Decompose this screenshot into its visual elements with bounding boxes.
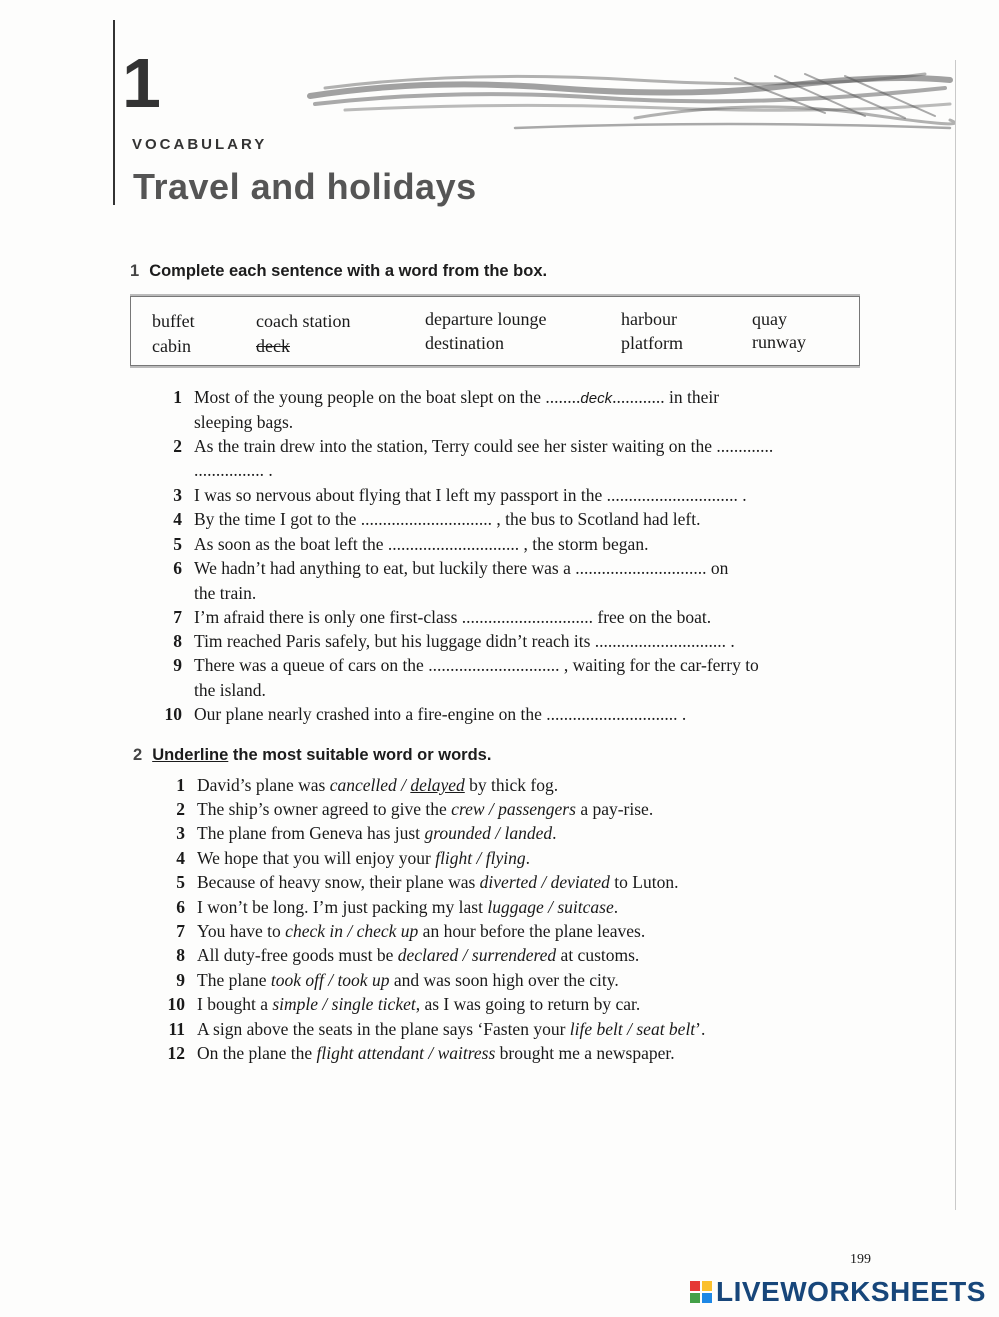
item-post: . <box>525 848 530 868</box>
item-text-after: ............ in their <box>612 387 720 407</box>
item-text[interactable]: We hadn’t had anything to eat, but luckily there was a .............................. on <box>194 558 729 578</box>
item-pre: David’s plane was <box>197 775 330 795</box>
item-text <box>197 1041 675 1065</box>
item-text[interactable]: By the time I got to the .............................. , the bus to Scotland had left. <box>194 509 701 529</box>
item-text[interactable]: There was a queue of cars on the .............................. , waiting for the car-ferry to <box>194 655 759 675</box>
item-text-cont: the island. <box>194 680 266 700</box>
item-post: to Luton. <box>609 872 679 892</box>
answer-field[interactable]: deck <box>580 390 613 407</box>
item-number: 1 <box>176 775 185 795</box>
item-pre: The ship’s owner agreed to give the <box>197 799 452 819</box>
item-number: 3 <box>176 823 185 843</box>
choice-selected[interactable]: delayed <box>410 775 465 795</box>
item-number: 4 <box>173 509 182 529</box>
item-text <box>194 385 719 411</box>
item-number: 9 <box>173 655 182 675</box>
choice-options[interactable]: grounded / landed <box>424 823 553 843</box>
exercise-2-instruction: the most suitable word or words. <box>228 746 492 764</box>
item-pre: A sign above the seats in the plane says ‘Fasten your <box>197 1019 570 1039</box>
box-word: harbour <box>621 309 677 329</box>
section-label: VOCABULARY <box>132 136 268 153</box>
word-box <box>130 296 860 366</box>
item-number: 7 <box>176 921 185 941</box>
exercise-1-heading <box>130 262 547 281</box>
exercise-2-number: 2 <box>133 746 143 764</box>
item-number: 1 <box>173 387 182 407</box>
exercise-1-number: 1 <box>130 262 140 280</box>
item-pre: On the plane the <box>197 1043 317 1063</box>
choice-options[interactable]: life belt / seat belt <box>569 1019 696 1039</box>
item-number: 3 <box>173 485 182 505</box>
item-text[interactable]: Tim reached Paris safely, but his luggage didn’t reach its .............................. . <box>194 631 735 651</box>
item-post: . <box>552 823 557 843</box>
item-pre: The plane from Geneva has just <box>197 823 425 843</box>
page-edge-rule <box>955 60 956 1210</box>
item-post: brought me a newspaper. <box>495 1043 675 1063</box>
item-text[interactable]: As the train drew into the station, Terry could see her sister waiting on the ............. <box>194 436 774 456</box>
item-text <box>197 1017 705 1041</box>
box-word: destination <box>425 333 504 353</box>
item-number: 10 <box>164 704 182 724</box>
item-number: 7 <box>173 607 182 627</box>
page-title: Travel and holidays <box>133 166 477 207</box>
item-number: 12 <box>167 1043 185 1063</box>
brushstroke-banner <box>305 58 955 138</box>
box-word-crossed: deck <box>256 336 290 356</box>
page-number: 199 <box>850 1252 871 1267</box>
item-pre: We hope that you will enjoy your <box>197 848 436 868</box>
exercise-2-instruction-underlined: Underline <box>152 746 229 764</box>
item-text <box>197 968 619 992</box>
box-word: buffet <box>152 311 195 331</box>
item-post: ’. <box>695 1019 706 1039</box>
item-text-cont[interactable]: ................ . <box>194 460 273 480</box>
item-number: 5 <box>173 534 182 554</box>
item-text[interactable]: Our plane nearly crashed into a fire-engine on the .............................. . <box>194 704 687 724</box>
item-number: 4 <box>176 848 185 868</box>
choice-options[interactable]: luggage / suitcase <box>487 897 614 917</box>
item-post: an hour before the plane leaves. <box>418 921 646 941</box>
item-text-cont: the train. <box>194 583 257 603</box>
item-pre: The plane <box>197 970 271 990</box>
item-pre: Because of heavy snow, their plane was <box>197 872 480 892</box>
item-text <box>197 846 530 870</box>
box-word: cabin <box>152 336 191 356</box>
item-number: 8 <box>173 631 182 651</box>
choice-options[interactable]: diverted / deviated <box>479 872 610 892</box>
exercise-2-heading <box>133 746 491 765</box>
exercise-1-instruction: Complete each sentence with a word from the box. <box>149 262 548 280</box>
liveworksheets-logo[interactable] <box>690 1276 986 1308</box>
box-word: quay <box>752 309 787 329</box>
logo-grid-icon <box>690 1281 712 1303</box>
item-text-cont: sleeping bags. <box>194 412 294 432</box>
item-post: and was soon high over the city. <box>389 970 619 990</box>
unit-number: 1 <box>122 44 161 122</box>
item-post: a pay-rise. <box>575 799 654 819</box>
item-number: 11 <box>168 1019 185 1039</box>
item-pre: You have to <box>197 921 286 941</box>
item-text <box>197 992 640 1016</box>
item-pre: All duty-free goods must be <box>197 945 398 965</box>
item-number: 10 <box>167 994 185 1014</box>
brand-name: LIVEWORKSHEETS <box>716 1276 986 1307</box>
item-text[interactable]: I was so nervous about flying that I left my passport in the .............................. . <box>194 485 747 505</box>
box-word: platform <box>621 333 683 353</box>
choice-options[interactable]: simple / single ticket <box>272 994 416 1014</box>
item-text-before: Most of the young people on the boat slept on the ........ <box>194 387 581 407</box>
item-post: . <box>613 897 619 917</box>
choice-options[interactable]: crew / passengers <box>451 799 576 819</box>
choice-options[interactable]: flight attendant / waitress <box>316 1043 496 1063</box>
choice-options[interactable]: took off / took up <box>270 970 390 990</box>
item-number: 6 <box>176 897 185 917</box>
box-word: coach station <box>256 311 351 331</box>
box-word: departure lounge <box>425 309 547 329</box>
item-text <box>197 943 639 967</box>
item-number: 2 <box>176 799 185 819</box>
box-word: runway <box>752 332 806 352</box>
item-text <box>197 797 653 821</box>
item-number: 2 <box>173 436 182 456</box>
item-text[interactable]: I’m afraid there is only one first-class .............................. free on the boat. <box>194 607 712 627</box>
margin-rule <box>113 20 115 205</box>
item-text <box>197 773 558 797</box>
item-number: 5 <box>176 872 185 892</box>
item-text <box>197 919 645 943</box>
item-pre: I bought a <box>197 994 273 1014</box>
item-number: 9 <box>176 970 185 990</box>
item-number: 6 <box>173 558 182 578</box>
choice-options[interactable]: cancelled / <box>329 775 411 795</box>
item-text <box>197 895 618 919</box>
choice-options[interactable]: declared / surrendered <box>397 945 557 965</box>
item-post: , as I was going to return by car. <box>415 994 641 1014</box>
item-text <box>197 821 556 845</box>
item-number: 8 <box>176 945 185 965</box>
choice-options[interactable]: flight / flying <box>435 848 526 868</box>
choice-options[interactable]: check in / check up <box>285 921 419 941</box>
item-post: at customs. <box>556 945 640 965</box>
item-post: by thick fog. <box>464 775 559 795</box>
item-pre: I won’t be long. I’m just packing my last <box>197 897 488 917</box>
item-text <box>197 870 678 894</box>
item-text[interactable]: As soon as the boat left the .............................. , the storm began. <box>194 534 649 554</box>
